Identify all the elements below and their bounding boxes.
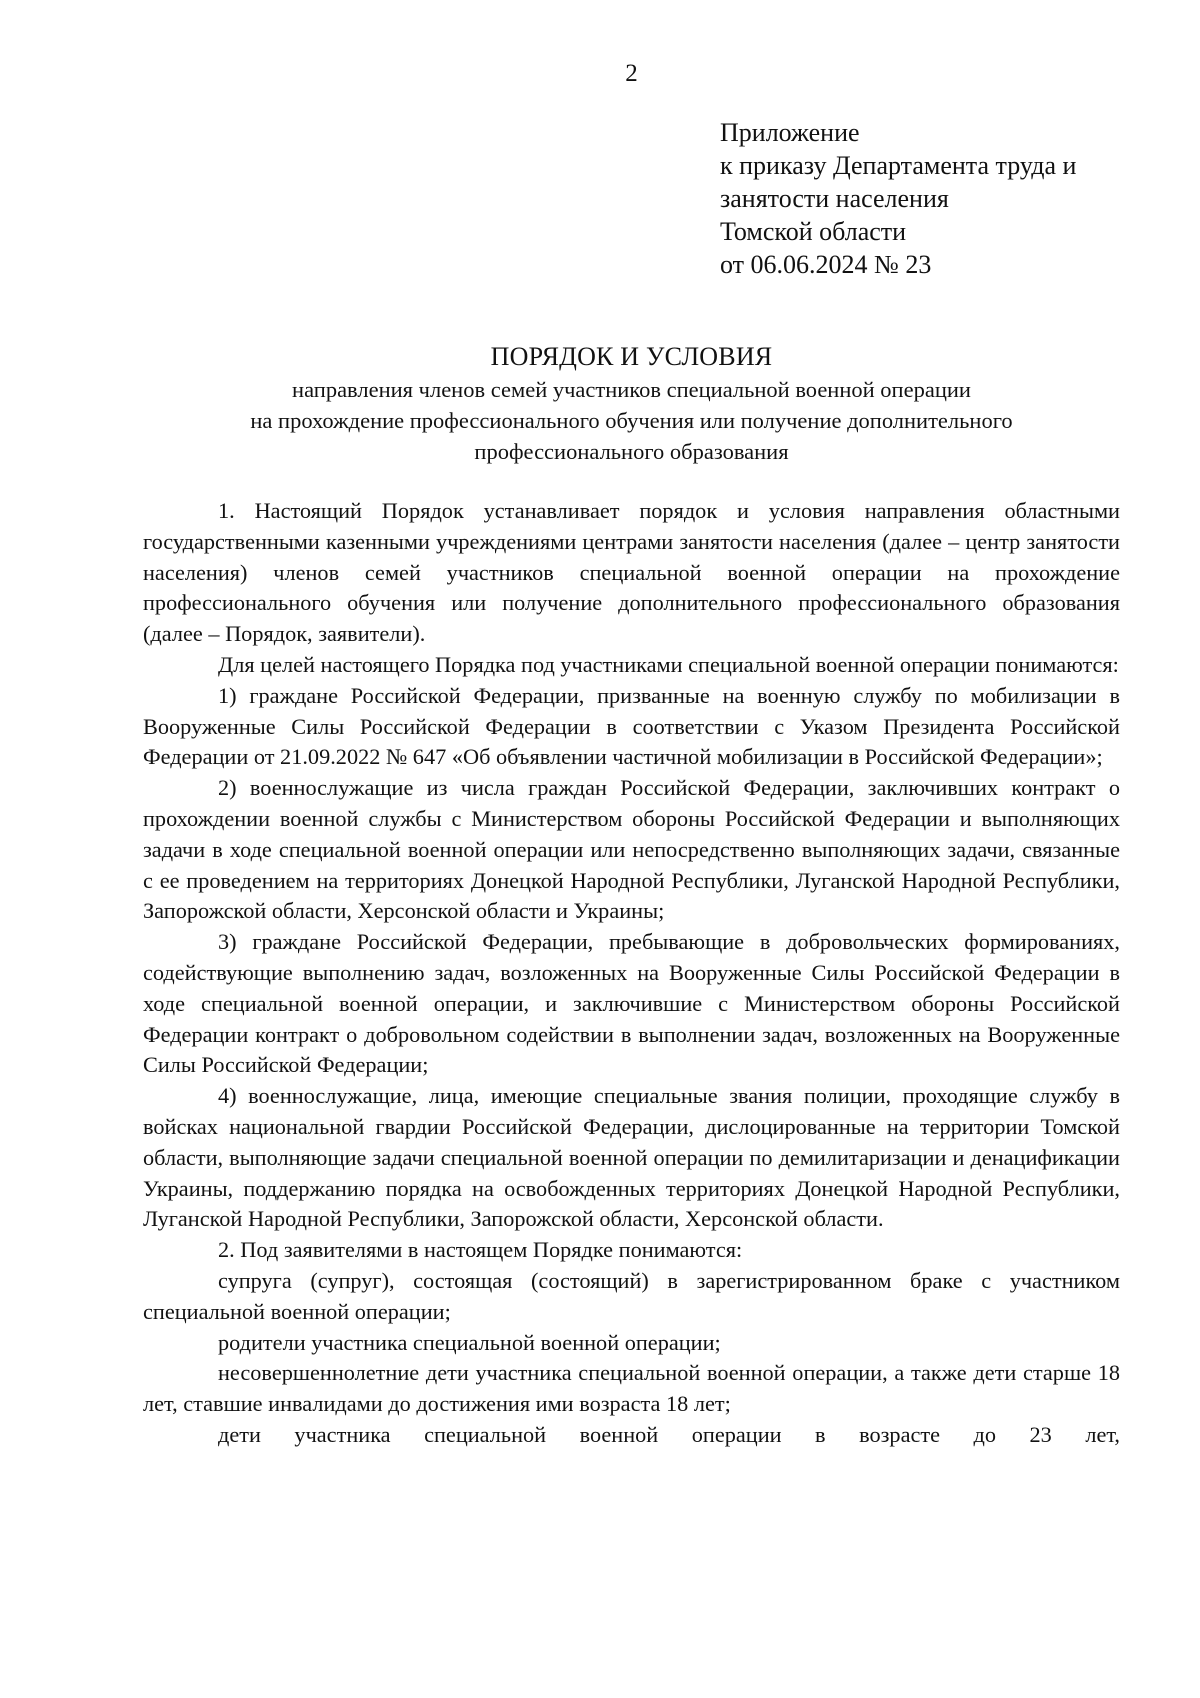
title-subtitle-line-1: направления членов семей участников специальной военной операции	[292, 377, 971, 402]
paragraph-10: несовершеннолетние дети участника специальной военной операции, а также дети старше 18 лет, ставшие инвалидами до достижения ими возраста 18 лет;	[143, 1360, 1120, 1417]
title-main: ПОРЯДОК И УСЛОВИЯ	[490, 342, 773, 371]
appendix-block	[720, 116, 1160, 281]
paragraph-7: 2. Под заявителями в настоящем Порядке понимаются:	[218, 1237, 743, 1263]
appendix-line-5: от 06.06.2024 № 23	[720, 250, 932, 279]
paragraph-5: 3) граждане Российской Федерации, пребывающие в добровольческих формированиях, содействующие выполнению задач, возложенных на Вооруженные Силы Российской Федерации в ходе специальной военной операции, и заключившие с Министерством обороны Российской Федерации контракт о добровольном содействии в выполнении задач, возложенных на Вооруженные Силы Российской Федерации;	[143, 929, 1120, 1078]
paragraph-2: Для целей настоящего Порядка под участниками специальной военной операции понимаются:	[218, 651, 1119, 677]
appendix-line-4: Томской области	[720, 217, 907, 246]
appendix-line-1: Приложение	[720, 118, 860, 147]
paragraph-9: родители участника специальной военной операции;	[218, 1329, 721, 1355]
paragraph-6: 4) военнослужащие, лица, имеющие специальные звания полиции, проходящие службу в войсках национальной гвардии Российской Федерации, дислоцированные на территории Томской области, выполняющие задачи специальной военной операции по демилитаризации и денацификации Украины, поддержанию порядка на освобожденных территориях Донецкой Народной Республики, Луганской Народной Республики, Запорожской области, Херсонской области.	[143, 1083, 1120, 1232]
paragraph-1: 1. Настоящий Порядок устанавливает порядок и условия направления областными государственными казенными учреждениями центрами занятости населения (далее – центр занятости населения) членов семей участников специальной военной операции на прохождение профессионального обучения или получение дополнительного профессионального образования (далее – Порядок, заявители).	[143, 498, 1120, 647]
document-body	[143, 496, 1120, 1451]
paragraph-4: 2) военнослужащие из числа граждан Российской Федерации, заключивших контракт о прохождении военной службы с Министерством обороны Российской Федерации и выполняющих задачи в ходе специальной военной операции или непосредственно выполняющих задачи, связанные с ее проведением на территориях Донецкой Народной Республики, Луганской Народной Республики, Запорожской области, Херсонской области и Украины;	[143, 775, 1120, 924]
paragraph-11: дети участника специальной военной операции в возрасте до 23 лет,	[218, 1421, 1120, 1447]
page-number: 2	[625, 60, 638, 87]
paragraph-3: 1) граждане Российской Федерации, призванные на военную службу по мобилизации в Вооруженные Силы Российской Федерации в соответствии с Указом Президента Российской Федерации от 21.09.2022 № 647 «Об объявлении частичной мобилизации в Российской Федерации»;	[143, 682, 1120, 770]
appendix-line-3: занятости населения	[720, 184, 949, 213]
title-subtitle-line-2: на прохождение профессионального обучения или получение дополнительного	[250, 408, 1013, 433]
document-title	[143, 340, 1120, 467]
appendix-line-2: к приказу Департамента труда и	[720, 151, 1077, 180]
paragraph-8: супруга (супруг), состоящая (состоящий) в зарегистрированном браке с участником специальной военной операции;	[143, 1267, 1120, 1324]
title-subtitle-line-3: профессионального образования	[474, 439, 789, 464]
